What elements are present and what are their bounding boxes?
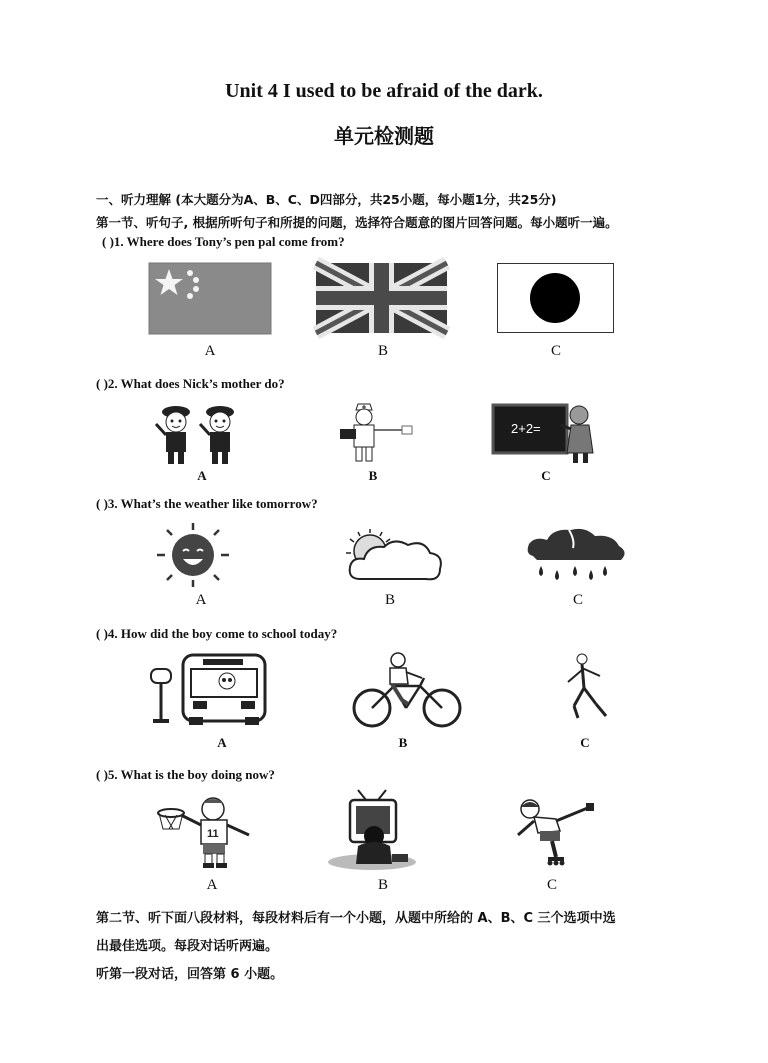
- question-2: [96, 376, 285, 392]
- page-subtitle: 单元检测题: [334, 124, 434, 148]
- basketball-image[interactable]: [157, 795, 257, 869]
- question-text: 1. Where does Tony’s pen pal come from?: [113, 234, 345, 249]
- answer-bracket[interactable]: ( ): [96, 376, 108, 391]
- part2-instruction-line2: 出最佳选项。每段对话听两遍。: [96, 939, 279, 954]
- q3-option-a[interactable]: A: [195, 592, 207, 608]
- police-officers-image[interactable]: [148, 402, 248, 466]
- q1-option-b[interactable]: B: [377, 343, 388, 359]
- answer-bracket[interactable]: ( ): [96, 626, 108, 641]
- watching-tv-image[interactable]: [328, 790, 418, 872]
- bicycle-image[interactable]: [350, 652, 464, 728]
- question-5: [96, 767, 275, 783]
- roller-skating-image[interactable]: [512, 799, 602, 867]
- q5-option-b[interactable]: B: [377, 877, 388, 893]
- partly-cloudy-image[interactable]: [340, 527, 446, 585]
- part2-instruction-line1: 第二节、听下面八段材料，每段材料后有一个小题，从题中所给的 A、B、C 三个选项中选: [96, 911, 616, 926]
- question-text: 3. What’s the weather like tomorrow?: [107, 496, 318, 511]
- q2-option-c[interactable]: C: [541, 468, 551, 483]
- q5-option-c[interactable]: C: [546, 877, 557, 893]
- blackboard-text: 2+2=: [511, 421, 541, 436]
- japan-flag-image[interactable]: [497, 263, 614, 333]
- page-title: Unit 4 I used to be afraid of the dark.: [225, 80, 543, 102]
- china-flag-image[interactable]: [149, 263, 271, 334]
- q1-option-c[interactable]: C: [550, 343, 561, 359]
- q4-option-b[interactable]: B: [398, 735, 408, 750]
- q4-option-c[interactable]: C: [580, 735, 590, 750]
- dialog1-instruction: 听第一段对话，回答第 6 小题。: [96, 967, 284, 982]
- nurse-image[interactable]: [336, 402, 416, 464]
- q2-option-a[interactable]: A: [197, 468, 207, 483]
- sunny-image[interactable]: [147, 521, 239, 587]
- question-4: [96, 626, 337, 642]
- question-1: [102, 234, 345, 250]
- q3-option-b[interactable]: B: [384, 592, 395, 608]
- answer-bracket[interactable]: ( ): [102, 234, 114, 249]
- section1-heading: 一、听力理解 (本大题分为A、B、C、D四部分，共25小题，每小题1分，共25分): [96, 192, 557, 207]
- question-text: 2. What does Nick’s mother do?: [107, 376, 285, 391]
- jersey-number: 11: [207, 828, 219, 840]
- q5-option-a[interactable]: A: [206, 877, 218, 893]
- rainy-image[interactable]: [523, 526, 629, 586]
- walking-image[interactable]: [562, 652, 616, 722]
- part1-instruction: 第一节、听句子, 根据所听句子和所提的问题，选择符合题意的图片回答问题。每小题听一遍。: [96, 215, 618, 230]
- uk-flag-image[interactable]: [316, 263, 447, 333]
- q2-option-b[interactable]: B: [368, 468, 378, 483]
- q1-option-a[interactable]: A: [204, 343, 216, 359]
- q3-option-c[interactable]: C: [572, 592, 583, 608]
- answer-bracket[interactable]: ( ): [96, 496, 108, 511]
- question-text: 4. How did the boy come to school today?: [107, 626, 338, 641]
- question-text: 5. What is the boy doing now?: [107, 767, 275, 782]
- teacher-image[interactable]: [493, 403, 603, 465]
- question-3: [96, 496, 318, 512]
- q4-option-a[interactable]: A: [217, 735, 227, 750]
- answer-bracket[interactable]: ( ): [96, 767, 108, 782]
- bus-image[interactable]: [149, 653, 267, 727]
